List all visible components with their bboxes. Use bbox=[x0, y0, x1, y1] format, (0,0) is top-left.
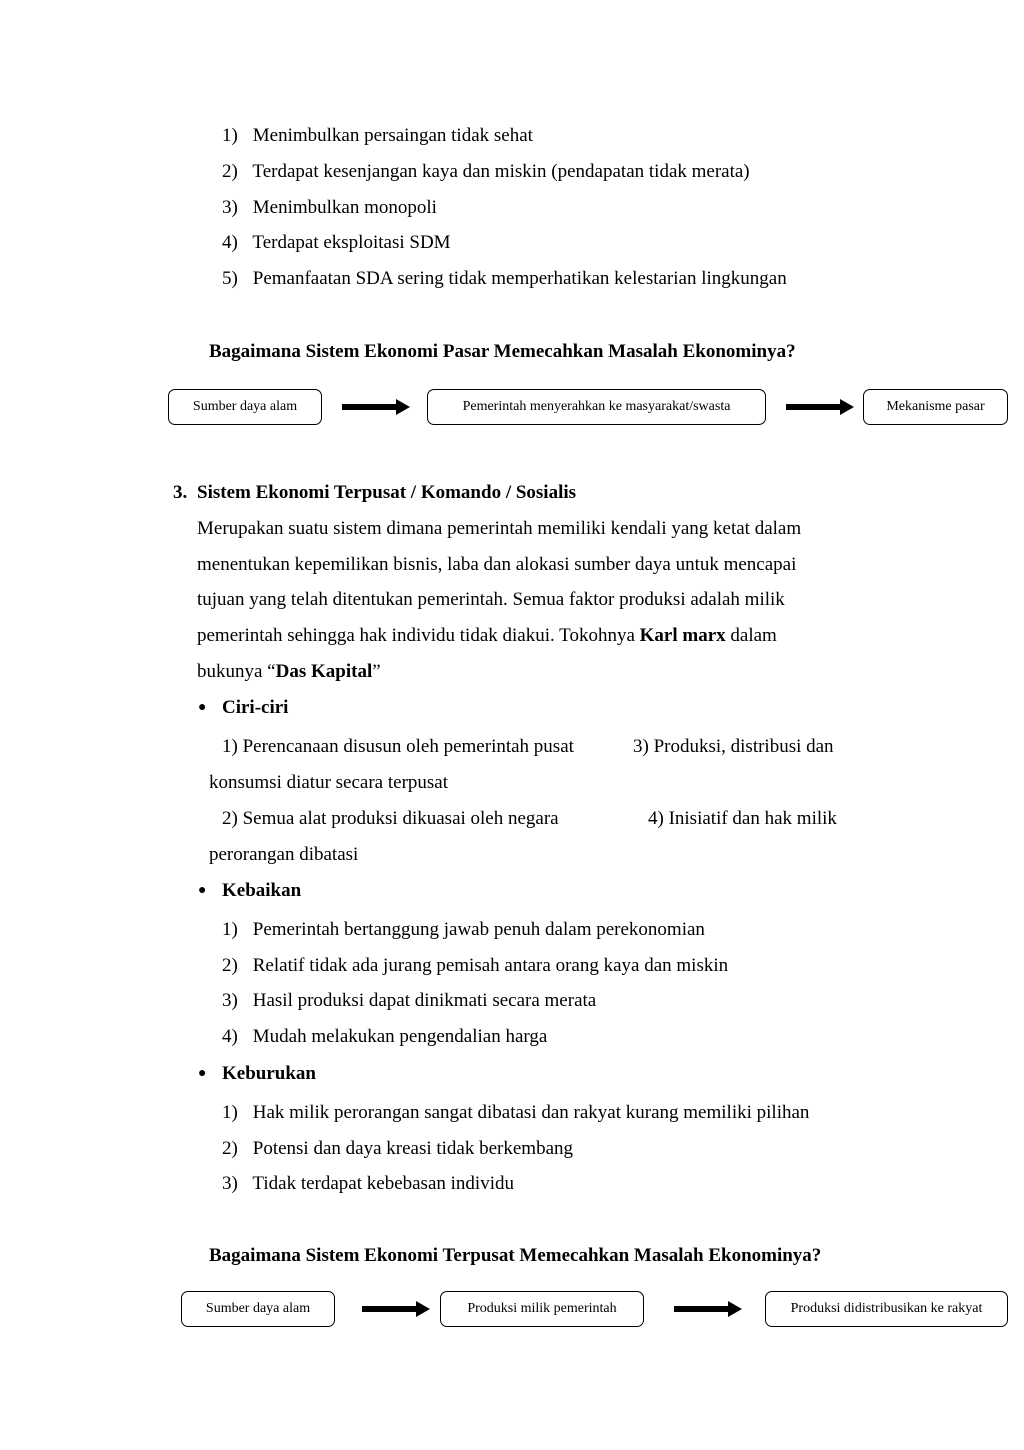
list-item: 2) Potensi dan daya kreasi tidak berkembang bbox=[222, 1138, 574, 1159]
list-item: 4) Mudah melakukan pengendalian harga bbox=[222, 1026, 548, 1047]
arrow-right-icon bbox=[362, 1301, 430, 1317]
ciri-item: 1) Perencanaan disusun oleh pemerintah pusat bbox=[222, 736, 574, 757]
section-title: Sistem Ekonomi Terpusat / Komando / Sosialis bbox=[197, 482, 577, 503]
list-item: 1) Hak milik perorangan sangat dibatasi dan rakyat kurang memiliki pilihan bbox=[222, 1102, 810, 1123]
paragraph-line: bukunya “Das Kapital” bbox=[197, 661, 381, 682]
paragraph-line: tujuan yang telah ditentukan pemerintah. Semua faktor produksi adalah milik bbox=[197, 589, 785, 610]
ciri-item-cont: konsumsi diatur secara terpusat bbox=[209, 772, 449, 793]
arrow-right-icon bbox=[674, 1301, 742, 1317]
ciri-item-cont: perorangan dibatasi bbox=[209, 844, 359, 865]
flow2-box-3: Produksi didistribusikan ke rakyat bbox=[765, 1291, 1008, 1327]
book-title: Das Kapital bbox=[275, 661, 373, 682]
bullet-icon: ● bbox=[198, 883, 207, 898]
flow1-title: Bagaimana Sistem Ekonomi Pasar Memecahkan Masalah Ekonominya? bbox=[209, 341, 796, 362]
ciri-item: 3) Produksi, distribusi dan bbox=[633, 736, 834, 757]
flow1-box-1: Sumber daya alam bbox=[168, 389, 322, 425]
paragraph-line: menentukan kepemilikan bisnis, laba dan alokasi sumber daya untuk mencapai bbox=[197, 554, 797, 575]
list-item: 3) Menimbulkan monopoli bbox=[222, 197, 437, 218]
flow1-box-2: Pemerintah menyerahkan ke masyarakat/swasta bbox=[427, 389, 766, 425]
list-item: 2) Relatif tidak ada jurang pemisah antara orang kaya dan miskin bbox=[222, 955, 729, 976]
list-item: 3) Hasil produksi dapat dinikmati secara merata bbox=[222, 990, 597, 1011]
flow2-box-2: Produksi milik pemerintah bbox=[440, 1291, 644, 1327]
kebaikan-heading: Kebaikan bbox=[222, 880, 302, 901]
flow1-box-3: Mekanisme pasar bbox=[863, 389, 1008, 425]
bullet-icon: ● bbox=[198, 1066, 207, 1081]
arrow-right-icon bbox=[786, 399, 854, 415]
ciri-heading: Ciri-ciri bbox=[222, 697, 289, 718]
list-item: 1) Pemerintah bertanggung jawab penuh dalam perekonomian bbox=[222, 919, 705, 940]
list-item: 1) Menimbulkan persaingan tidak sehat bbox=[222, 125, 533, 146]
list-item: 5) Pemanfaatan SDA sering tidak memperhatikan kelestarian lingkungan bbox=[222, 268, 787, 289]
ciri-item: 4) Inisiatif dan hak milik bbox=[648, 808, 837, 829]
list-item: 2) Terdapat kesenjangan kaya dan miskin (pendapatan tidak merata) bbox=[222, 161, 750, 182]
flow2-title: Bagaimana Sistem Ekonomi Terpusat Memecahkan Masalah Ekonominya? bbox=[209, 1245, 822, 1266]
paragraph-line: pemerintah sehingga hak individu tidak diakui. Tokohnya Karl marx dalam bbox=[197, 625, 777, 646]
keburukan-heading: Keburukan bbox=[222, 1063, 316, 1084]
section-number: 3. bbox=[173, 482, 188, 503]
paragraph-line: Merupakan suatu sistem dimana pemerintah memiliki kendali yang ketat dalam bbox=[197, 518, 802, 539]
list-item: 3) Tidak terdapat kebebasan individu bbox=[222, 1173, 514, 1194]
bullet-icon: ● bbox=[198, 700, 207, 715]
arrow-right-icon bbox=[342, 399, 410, 415]
flow2-box-1: Sumber daya alam bbox=[181, 1291, 335, 1327]
author-name: Karl marx bbox=[639, 625, 726, 646]
list-item: 4) Terdapat eksploitasi SDM bbox=[222, 232, 451, 253]
ciri-item: 2) Semua alat produksi dikuasai oleh negara bbox=[222, 808, 559, 829]
